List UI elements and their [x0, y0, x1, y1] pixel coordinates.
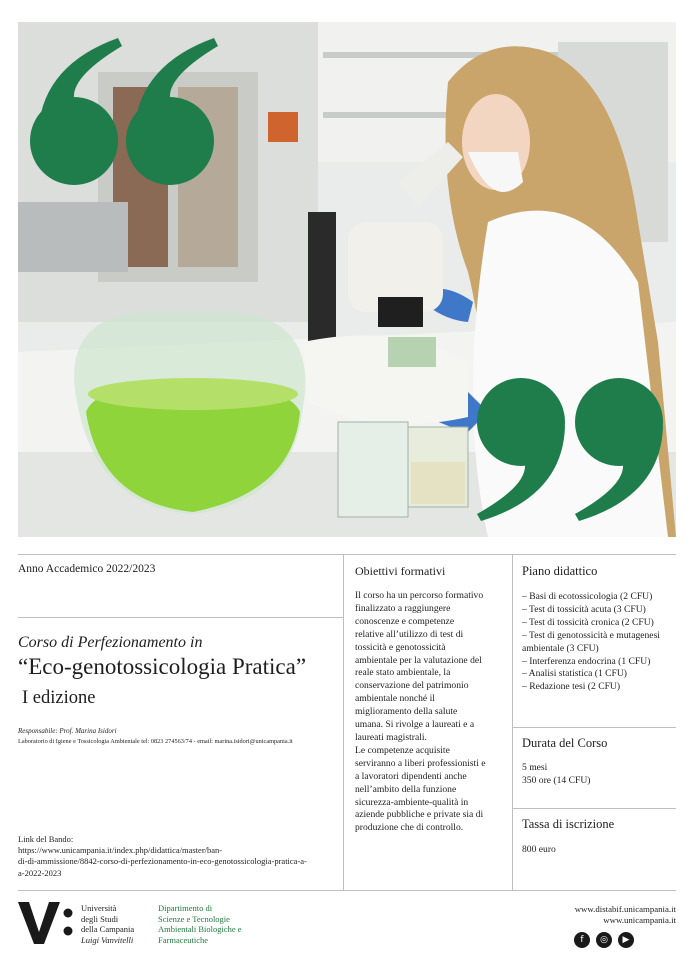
divider — [512, 808, 676, 809]
objectives-line: produzione che di controllo. — [355, 822, 464, 834]
lab-contact: Laboratorio di Igiene e Tossicologia Ambientale tel: 0823 274563/74 - email: marina.isidori@unicampania.it — [18, 738, 293, 745]
department-line: Scienze e Tecnologie — [158, 913, 230, 924]
instagram-icon[interactable]: ◎ — [596, 932, 612, 948]
department-line: Dipartimento di — [158, 903, 213, 913]
objectives-line: finalizzato a raggiungere — [355, 602, 451, 614]
hero-photo — [18, 22, 676, 537]
list-item: – Redazione tesi (2 CFU) — [522, 681, 621, 693]
website-link[interactable]: www.unicampania.it — [603, 915, 676, 925]
website-link[interactable]: www.distabif.unicampania.it — [574, 904, 676, 914]
objectives-line: a lavoratori dipendenti anche — [355, 770, 467, 782]
call-link-url-line[interactable]: a-2022-2023 — [18, 867, 62, 878]
objectives-line: nell’ambito della funzione — [355, 783, 457, 795]
column-divider — [512, 554, 513, 890]
duration-months: 5 mesi — [522, 762, 548, 773]
divider — [18, 890, 676, 891]
objectives-line: laureati magistrali. — [355, 731, 427, 743]
list-item: ambientale (3 CFU) — [522, 642, 599, 654]
objectives-line: umana. Si rivolge a laureati e a — [355, 719, 475, 731]
fee-value: 800 euro — [522, 844, 556, 855]
fee-heading: Tassa di iscrizione — [522, 817, 615, 831]
objectives-line: Le competenze acquisite — [355, 744, 450, 756]
column-divider — [343, 554, 344, 890]
objectives-line: relative all’utilizzo di test di — [355, 628, 464, 640]
websites — [575, 904, 676, 926]
course-type: Corso di Perfezionamento in — [18, 634, 203, 651]
edition: I edizione — [22, 688, 96, 708]
open-quote-icon — [30, 36, 220, 186]
department-line: Farmaceutiche — [158, 934, 209, 945]
list-item: – Basi di ecotossicologia (2 CFU) — [522, 591, 653, 602]
facebook-icon[interactable]: f — [574, 932, 590, 948]
objectives-text — [355, 590, 505, 835]
duration-heading: Durata del Corso — [522, 736, 608, 750]
objectives-line: aziende pubbliche e private sia di — [355, 809, 484, 821]
objectives-line: serviranno a liberi professionisti e — [355, 757, 486, 769]
university-line: degli Studi — [81, 913, 119, 924]
academic-year: Anno Accademico 2022/2023 — [18, 563, 156, 575]
objectives-line: ambientale per la valutazione del — [355, 654, 482, 666]
objectives-line: Il corso ha un percorso formativo — [355, 590, 484, 601]
curriculum-list — [522, 591, 672, 694]
list-item: – Test di tossicità cronica (2 CFU) — [522, 616, 654, 628]
objectives-heading: Obiettivi formativi — [355, 564, 446, 578]
course-director: Responsabile: Prof. Marina Isidori — [18, 727, 117, 735]
objectives-line: conoscenze e competenze — [355, 615, 455, 627]
objectives-line: conservazione del patrimonio — [355, 680, 469, 692]
university-name — [81, 903, 134, 945]
duration-text — [522, 761, 590, 787]
divider — [18, 617, 343, 618]
call-link[interactable] — [18, 834, 338, 879]
objectives-line: tossicità e genotossicità — [355, 641, 446, 653]
objectives-line: miglioramento della salute — [355, 706, 458, 718]
list-item: – Interferenza endocrina (1 CFU) — [522, 655, 651, 667]
call-link-url-line[interactable]: https://www.unicampania.it/index.php/didattica/master/ban- — [18, 845, 223, 856]
department-name — [158, 903, 242, 945]
divider — [18, 554, 676, 555]
list-item: – Test di tossicità acuta (3 CFU) — [522, 603, 646, 615]
course-title: “Eco-genotossicologia Pratica” — [18, 654, 307, 679]
department-line: Ambientali Biologiche e — [158, 924, 242, 935]
list-item: – Analisi statistica (1 CFU) — [522, 668, 627, 680]
objectives-line: ambientale nonché il — [355, 693, 435, 705]
close-quote-icon — [473, 378, 668, 523]
objectives-line: reale stato ambientale, la — [355, 667, 451, 679]
university-line: Luigi Vanvitelli — [81, 934, 134, 945]
university-line: Università — [81, 903, 117, 913]
curriculum-heading: Piano didattico — [522, 564, 598, 578]
divider — [512, 727, 676, 728]
university-line: della Campania — [81, 924, 135, 935]
university-logo-icon — [18, 902, 74, 944]
call-link-label: Link del Bando: — [18, 834, 74, 844]
call-link-url-line[interactable]: di-di-ammissione/8842-corso-di-perfezionamento-in-eco-genotossicologia-pratica-a- — [18, 856, 307, 867]
objectives-line: sicurezza-ambiente-qualità in — [355, 796, 469, 808]
duration-hours: 350 ore (14 CFU) — [522, 775, 591, 786]
youtube-icon[interactable]: ▶ — [618, 932, 634, 948]
list-item: – Test di genotossicità e mutagenesi — [522, 629, 660, 641]
